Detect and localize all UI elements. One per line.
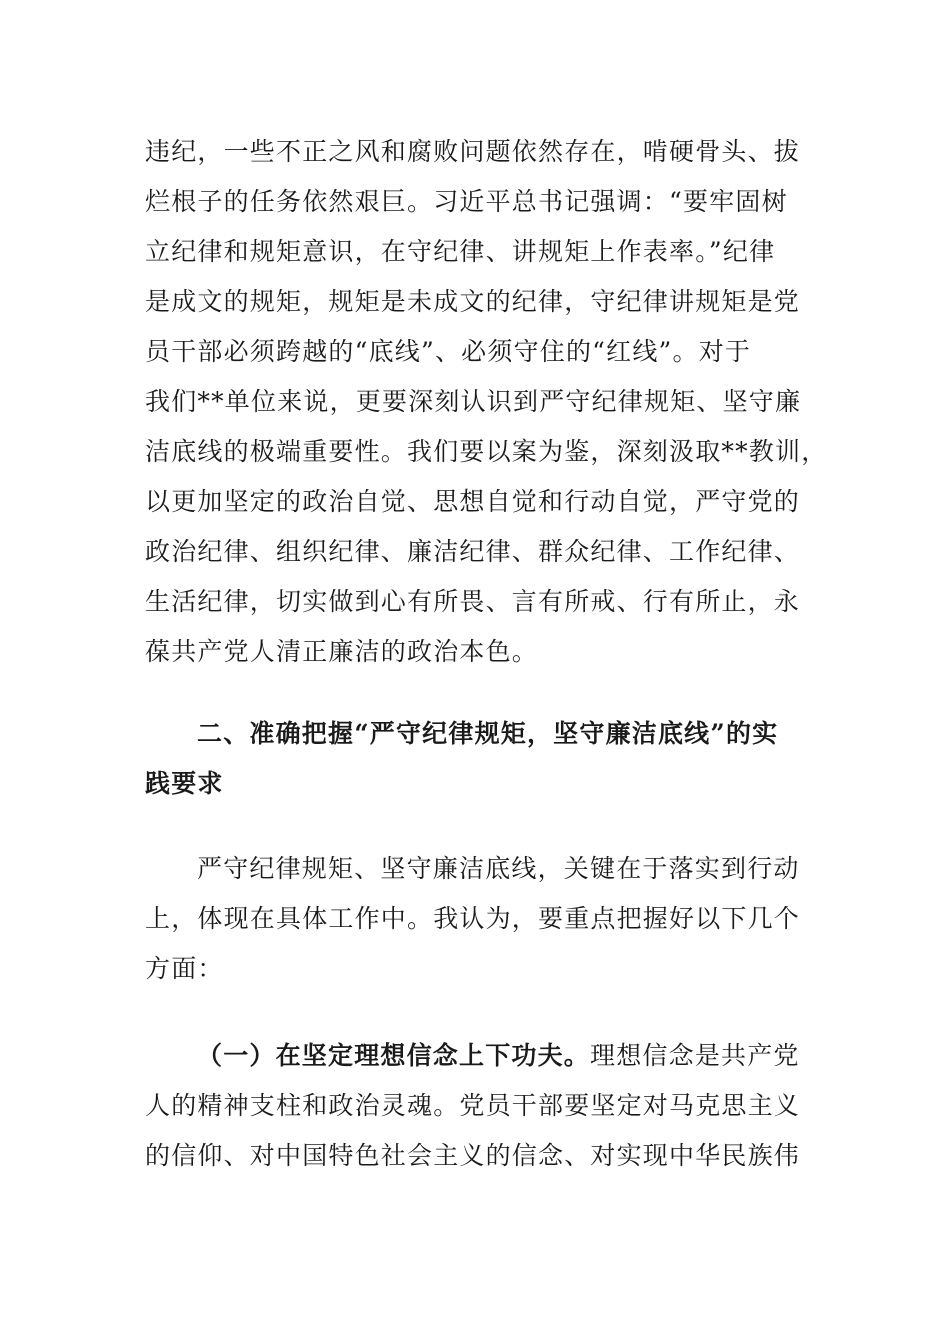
paragraph-practice-intro bbox=[145, 844, 805, 994]
heading-line: 二、准确把握“严守纪律规矩，坚守廉洁底线”的实 bbox=[197, 719, 779, 748]
paragraph-ideals-belief bbox=[145, 1031, 805, 1181]
text-line: 员干部必须跨越的“底线”、必须守住的“红线”。对于 bbox=[145, 337, 752, 366]
text-line: 烂根子的任务依然艰巨。习近平总书记强调：“要牢固树 bbox=[145, 187, 788, 216]
text-line: 上，体现在具体工作中。我认为，要重点把握好以下几个 bbox=[145, 904, 801, 933]
text-line: 立纪律和规矩意识，在守纪律、讲规矩上作表率。”纪律 bbox=[145, 237, 776, 266]
text-line: 违纪，一些不正之风和腐败问题依然存在，啃硬骨头、拔 bbox=[145, 137, 801, 166]
text-line: 我们**单位来说，更要深刻认识到严守纪律规矩、坚守廉 bbox=[145, 387, 802, 416]
text-line: 政治纪律、组织纪律、廉洁纪律、群众纪律、工作纪律、 bbox=[145, 537, 801, 566]
text-line: 严守纪律规矩、坚守廉洁底线，关键在于落实到行动 bbox=[197, 854, 800, 883]
text-line: 方面： bbox=[145, 954, 224, 983]
text-line: 生活纪律，切实做到心有所畏、言有所戒、行有所止，永 bbox=[145, 587, 801, 616]
text-line: 洁底线的极端重要性。我们要以案为鉴，深刻汲取**教训， bbox=[145, 437, 828, 466]
text-line bbox=[145, 1031, 805, 1081]
text-line: 葆共产党人清正廉洁的政治本色。 bbox=[145, 637, 539, 666]
paragraph-discipline-importance bbox=[145, 127, 828, 677]
text-line: 以更加坚定的政治自觉、思想自觉和行动自觉，严守党的 bbox=[145, 487, 801, 516]
text-line: 是成文的规矩，规矩是未成文的纪律，守纪律讲规矩是党 bbox=[145, 287, 801, 316]
text-line: 人的精神支柱和政治灵魂。党员干部要坚定对马克思主义 bbox=[145, 1091, 801, 1120]
text-span: 理想信念是共产党 bbox=[590, 1041, 800, 1070]
heading-line: 践要求 bbox=[145, 769, 224, 798]
subheading-ideals: （一）在坚定理想信念上下功夫。 bbox=[197, 1041, 591, 1070]
section-heading-2 bbox=[145, 709, 805, 809]
text-line: 的信仰、对中国特色社会主义的信念、对实现中华民族伟 bbox=[145, 1141, 801, 1170]
